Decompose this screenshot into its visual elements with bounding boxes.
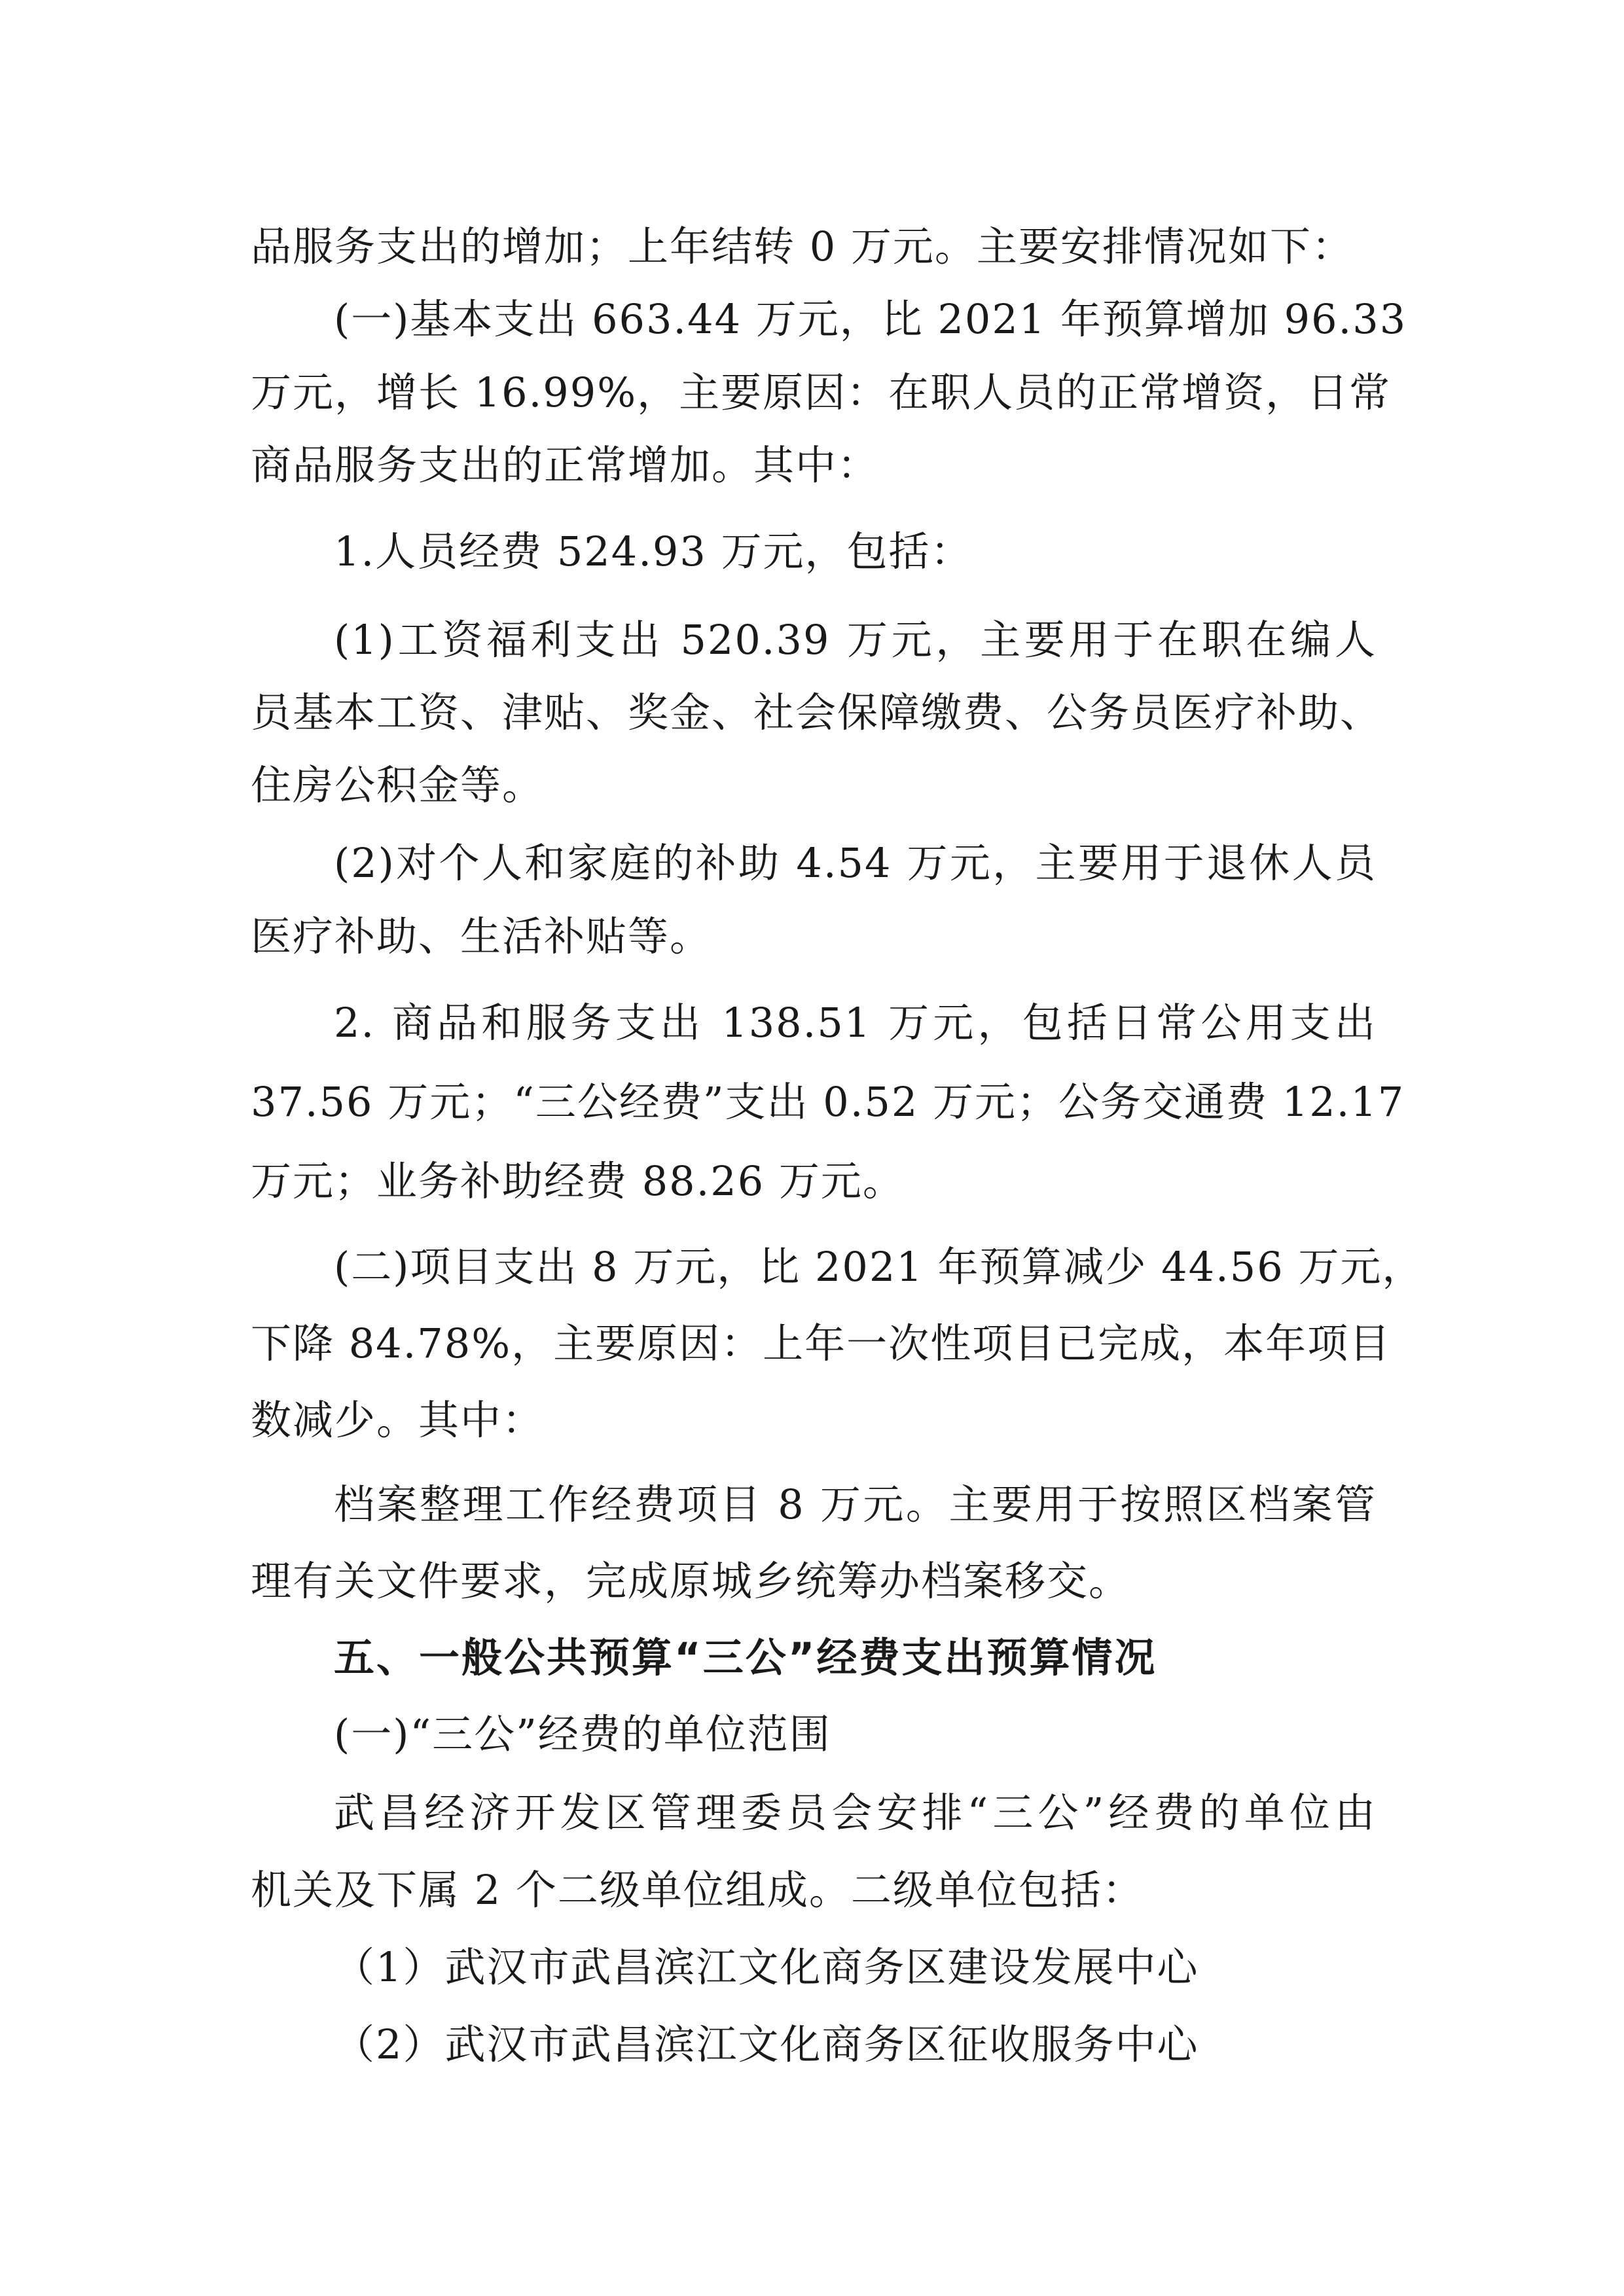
paragraph-line: 万元；业务补助经费 88.26 万元。: [251, 1157, 905, 1205]
paragraph-line: 商品服务支出的正常增加。其中：: [251, 441, 880, 489]
paragraph-line: 理有关文件要求，完成原城乡统筹办档案移交。: [251, 1557, 1131, 1605]
paragraph-line: (一)基本支出 663.44 万元，比 2021 年预算增加 96.33: [334, 295, 1407, 343]
section-heading: 五、一般公共预算“三公”经费支出预算情况: [334, 1634, 1157, 1681]
paragraph-line: 医疗补助、生活补贴等。: [251, 912, 712, 960]
paragraph-line: 万元，增长 16.99%，主要原因：在职人员的正常增资，日常: [251, 368, 1392, 416]
paragraph-line: (2)对个人和家庭的补助 4.54 万元，主要用于退休人员: [334, 839, 1377, 887]
paragraph-line: (1)工资福利支出 520.39 万元，主要用于在职在编人: [334, 616, 1377, 664]
paragraph-line: 37.56 万元；“三公经费”支出 0.52 万元；公务交通费 12.17: [251, 1078, 1405, 1126]
paragraph-line: 1.人员经费 524.93 万元，包括：: [334, 528, 973, 575]
subsection-heading: (一)“三公”经费的单位范围: [334, 1710, 831, 1758]
paragraph-line: 数减少。其中：: [251, 1396, 545, 1444]
paragraph-line: (二)项目支出 8 万元，比 2021 年预算减少 44.56 万元，: [334, 1243, 1424, 1291]
paragraph-line: 住房公积金等。: [251, 761, 545, 809]
paragraph-line: 武昌经济开发区管理委员会安排“三公”经费的单位由: [334, 1789, 1377, 1837]
list-item: （1）武汉市武昌滨江文化商务区建设发展中心: [334, 1943, 1199, 1991]
list-item: （2）武汉市武昌滨江文化商务区征收服务中心: [334, 2020, 1199, 2068]
paragraph-line: 档案整理工作经费项目 8 万元。主要用于按照区档案管: [334, 1480, 1377, 1528]
paragraph-line: 下降 84.78%，主要原因：上年一次性项目已完成，本年项目: [251, 1319, 1392, 1367]
paragraph-line: 员基本工资、津贴、奖金、社会保障缴费、公务员医疗补助、: [251, 689, 1382, 736]
paragraph-line: 机关及下属 2 个二级单位组成。二级单位包括：: [251, 1866, 1144, 1914]
paragraph-line: 品服务支出的增加；上年结转 0 万元。主要安排情况如下：: [251, 223, 1354, 270]
paragraph-line: 2. 商品和服务支出 138.51 万元，包括日常公用支出: [334, 999, 1377, 1047]
